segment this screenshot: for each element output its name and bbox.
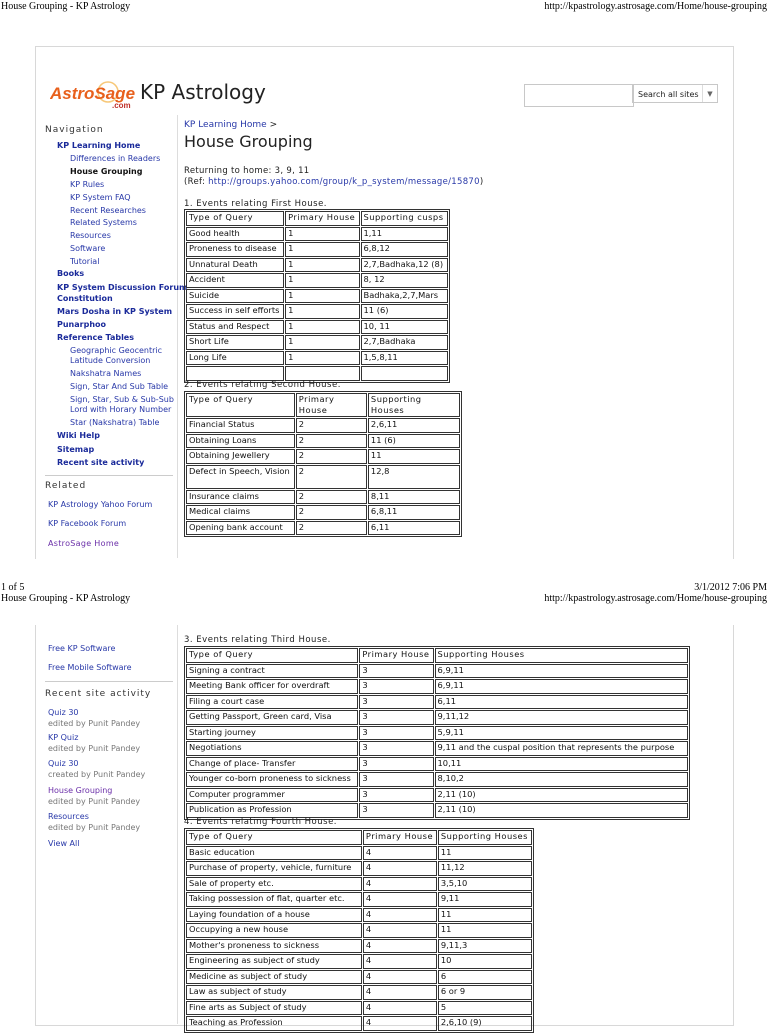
query-cell: Long Life <box>186 351 284 366</box>
activity-item-title[interactable]: Resources <box>48 812 89 821</box>
astrosage-logo[interactable] <box>50 80 140 112</box>
section-heading: 3. Events relating Third House. <box>184 635 331 645</box>
query-cell: Signing a contract <box>186 664 358 679</box>
table-row <box>186 1016 532 1031</box>
nav-item-software[interactable]: Software <box>70 244 106 253</box>
query-cell: Taking possession of flat, quarter etc. <box>186 892 362 907</box>
table-row <box>186 939 532 954</box>
supporting-cell: 2,7,Badhaka <box>361 335 448 350</box>
print-title: House Grouping - KP Astrology <box>1 1 131 12</box>
supporting-cell: 12,8 <box>368 465 460 489</box>
supporting-cell: 9,11,3 <box>438 939 532 954</box>
primary-cell: 2 <box>296 449 367 464</box>
primary-cell: 3 <box>359 772 433 787</box>
column-header: Type of Query <box>186 393 295 417</box>
primary-cell: 4 <box>363 939 437 954</box>
table-row <box>186 954 532 969</box>
query-cell: Sale of property etc. <box>186 877 362 892</box>
supporting-cell: 2,7,Badhaka,12 (8) <box>361 258 448 273</box>
table-row <box>186 449 460 464</box>
primary-cell: 2 <box>296 465 367 489</box>
nav-item-recent-site-activity[interactable]: Recent site activity <box>57 458 145 467</box>
query-cell: Success in self efforts <box>186 304 284 319</box>
supporting-cell: 10,11 <box>435 757 688 772</box>
table-row <box>186 695 688 710</box>
column-header: Type of Query <box>186 211 284 226</box>
supporting-cell: 11 <box>438 908 532 923</box>
related-heading: Related <box>45 481 87 491</box>
nav-item-kp-system-discussion-forum[interactable]: KP System Discussion Forum <box>57 283 188 292</box>
supporting-cell: 9,11,12 <box>435 710 688 725</box>
table-row <box>186 320 448 335</box>
primary-cell: 4 <box>363 877 437 892</box>
supporting-cell: 6,9,11 <box>435 664 688 679</box>
fourth-house-table <box>184 828 534 1033</box>
primary-cell: 1 <box>285 258 359 273</box>
primary-cell: 1 <box>285 335 359 350</box>
primary-cell: 4 <box>363 954 437 969</box>
primary-cell: 1 <box>285 242 359 257</box>
query-cell: Fine arts as Subject of study <box>186 1001 362 1016</box>
supporting-cell: 1,5,8,11 <box>361 351 448 366</box>
supporting-cell: 5,9,11 <box>435 726 688 741</box>
supporting-cell: 8, 12 <box>361 273 448 288</box>
query-cell: Laying foundation of a house <box>186 908 362 923</box>
query-cell: Getting Passport, Green card, Visa <box>186 710 358 725</box>
first-house-table <box>184 209 450 383</box>
activity-item-title[interactable]: House Grouping <box>48 786 113 795</box>
breadcrumb <box>184 120 277 130</box>
column-header: Primary House <box>359 648 433 663</box>
column-header: Primary House <box>285 211 359 226</box>
table-row <box>186 757 688 772</box>
nav-item-wiki-help[interactable]: Wiki Help <box>57 431 101 440</box>
related-link-free-kp-software[interactable]: Free KP Software <box>48 644 116 653</box>
supporting-cell: 9,11 and the cuspal position that represents the purpose <box>435 741 688 756</box>
primary-cell: 4 <box>363 846 437 861</box>
table-row <box>186 772 688 787</box>
primary-cell: 4 <box>363 908 437 923</box>
table-row <box>186 923 532 938</box>
supporting-cell: 6,9,11 <box>435 679 688 694</box>
primary-cell: 4 <box>363 923 437 938</box>
query-cell: Computer programmer <box>186 788 358 803</box>
primary-cell: 1 <box>285 320 359 335</box>
related-link-yahoo-forum[interactable]: KP Astrology Yahoo Forum <box>48 500 153 509</box>
second-house-table <box>184 391 462 537</box>
activity-item-title[interactable]: Quiz 30 <box>48 708 79 717</box>
query-cell: Status and Respect <box>186 320 284 335</box>
table-header-row <box>186 830 532 845</box>
table-header-row <box>186 211 448 226</box>
table-row <box>186 505 460 520</box>
table-row <box>186 803 688 818</box>
column-header: Primary House <box>296 393 367 417</box>
primary-cell: 4 <box>363 861 437 876</box>
query-cell: Medicine as subject of study <box>186 970 362 985</box>
query-cell: Proneness to disease <box>186 242 284 257</box>
page-title: House Grouping <box>184 132 313 151</box>
section-heading: 1. Events relating First House. <box>184 199 328 209</box>
supporting-cell: 11 (6) <box>368 434 460 449</box>
primary-cell: 1 <box>285 351 359 366</box>
nav-heading: Navigation <box>45 125 104 135</box>
nav-item-differences-in-readers[interactable]: Differences in Readers <box>70 154 161 163</box>
table-row <box>186 679 688 694</box>
table-row <box>186 1001 532 1016</box>
ref-prefix: (Ref: <box>184 177 209 187</box>
table-row <box>186 351 448 366</box>
breadcrumb-link[interactable]: KP Learning Home <box>184 120 267 130</box>
nav-item-constitution[interactable]: Constitution <box>57 294 113 303</box>
primary-cell: 2 <box>296 505 367 520</box>
table-row <box>186 521 460 536</box>
table-row <box>186 892 532 907</box>
activity-item-meta: edited by Punit Pandey <box>48 823 141 832</box>
query-cell: Engineering as subject of study <box>186 954 362 969</box>
query-cell: Obtaining Jewellery <box>186 449 295 464</box>
table-row <box>186 741 688 756</box>
nav-item-lord-with-horary-number[interactable]: Lord with Horary Number <box>70 405 172 414</box>
primary-cell: 3 <box>359 679 433 694</box>
column-header: Supporting Houses <box>438 830 532 845</box>
intro-reference <box>184 177 483 187</box>
section-heading: 4. Events relating Fourth House. <box>184 817 338 827</box>
query-cell: Meeting Bank officer for overdraft <box>186 679 358 694</box>
table-row <box>186 985 532 1000</box>
nav-item-reference-tables[interactable]: Reference Tables <box>57 333 134 342</box>
breadcrumb-separator: > <box>269 120 278 130</box>
primary-cell: 4 <box>363 892 437 907</box>
table-row <box>186 242 448 257</box>
section-heading: 2. Events relating Second House. <box>184 380 341 390</box>
sidebar-separator <box>45 475 173 476</box>
logo-main-text: AstroSage <box>50 84 136 103</box>
nav-item-kp-learning-home[interactable]: KP Learning Home <box>57 141 141 150</box>
third-house-table <box>184 646 690 820</box>
search-input[interactable] <box>524 84 634 107</box>
supporting-cell: 10, 11 <box>361 320 448 335</box>
table-row <box>186 710 688 725</box>
query-cell <box>186 366 284 381</box>
nav-item-kp-system-faq[interactable]: KP System FAQ <box>70 193 131 202</box>
nav-item-latitude-conversion[interactable]: Latitude Conversion <box>70 356 151 365</box>
table-row <box>186 970 532 985</box>
supporting-cell: 6,8,12 <box>361 242 448 257</box>
supporting-cell: 11,12 <box>438 861 532 876</box>
search-button-label: Search all sites <box>638 90 699 99</box>
primary-cell <box>285 366 359 381</box>
query-cell: Accident <box>186 273 284 288</box>
query-cell: Unnatural Death <box>186 258 284 273</box>
supporting-cell: 11 <box>438 923 532 938</box>
table-row <box>186 726 688 741</box>
table-row <box>186 846 532 861</box>
query-cell: Opening bank account <box>186 521 295 536</box>
activity-item-meta: edited by Punit Pandey <box>48 797 141 806</box>
supporting-cell: 6 or 9 <box>438 985 532 1000</box>
supporting-cell: 6 <box>438 970 532 985</box>
table-header-row <box>186 393 460 417</box>
nav-item-geographic-geocentric[interactable]: Geographic Geocentric <box>70 346 163 355</box>
nav-item-nakshatra-names[interactable]: Nakshatra Names <box>70 369 142 378</box>
nav-item-related-systems[interactable]: Related Systems <box>70 218 137 227</box>
site-title[interactable]: KP Astrology <box>140 80 266 104</box>
sidebar-separator <box>45 681 173 682</box>
supporting-cell: 11 <box>438 846 532 861</box>
nav-item-star-nakshatra-table[interactable]: Star (Nakshatra) Table <box>70 418 160 427</box>
table-row <box>186 304 448 319</box>
query-cell: Teaching as Profession <box>186 1016 362 1031</box>
print-url: http://kpastrology.astrosage.com/Home/house-grouping <box>544 593 767 604</box>
query-cell: Short Life <box>186 335 284 350</box>
primary-cell: 3 <box>359 757 433 772</box>
table-row <box>186 490 460 505</box>
intro-line: Returning to home: 3, 9, 11 <box>184 166 310 176</box>
query-cell: Purchase of property, vehicle, furniture <box>186 861 362 876</box>
supporting-cell: 2,6,10 (9) <box>438 1016 532 1031</box>
query-cell: Defect in Speech, Vision <box>186 465 295 489</box>
supporting-cell: 6,11 <box>368 521 460 536</box>
primary-cell: 3 <box>359 741 433 756</box>
supporting-cell: 5 <box>438 1001 532 1016</box>
nav-item-sitemap[interactable]: Sitemap <box>57 445 95 454</box>
query-cell: Law as subject of study <box>186 985 362 1000</box>
activity-item-meta: edited by Punit Pandey <box>48 719 141 728</box>
table-row <box>186 861 532 876</box>
activity-item-meta: created by Punit Pandey <box>48 770 146 779</box>
nav-item-sign-star-sub-sub[interactable]: Sign, Star, Sub & Sub-Sub <box>70 395 174 404</box>
print-url: http://kpastrology.astrosage.com/Home/house-grouping <box>544 1 767 12</box>
activity-item-meta: edited by Punit Pandey <box>48 744 141 753</box>
supporting-cell: 2,11 (10) <box>435 788 688 803</box>
column-header: Type of Query <box>186 648 358 663</box>
ref-link[interactable]: http://groups.yahoo.com/group/k_p_system/message/15870 <box>208 177 480 187</box>
query-cell: Basic education <box>186 846 362 861</box>
column-header: Supporting cusps <box>361 211 448 226</box>
table-header-row <box>186 648 688 663</box>
table-row <box>186 418 460 433</box>
primary-cell: 3 <box>359 803 433 818</box>
print-title: House Grouping - KP Astrology <box>1 593 131 604</box>
primary-cell: 3 <box>359 664 433 679</box>
nav-item-tutorial[interactable]: Tutorial <box>70 257 100 266</box>
primary-cell: 2 <box>296 521 367 536</box>
table-row <box>186 289 448 304</box>
column-header: Supporting Houses <box>435 648 688 663</box>
nav-item-recent-researches[interactable]: Recent Researches <box>70 206 146 215</box>
chevron-down-icon[interactable]: ▼ <box>702 85 717 102</box>
table-row <box>186 908 532 923</box>
primary-cell: 4 <box>363 1001 437 1016</box>
column-header: Type of Query <box>186 830 362 845</box>
supporting-cell: 10 <box>438 954 532 969</box>
supporting-cell: 11 <box>368 449 460 464</box>
column-header: Supporting Houses <box>368 393 460 417</box>
nav-item-mars-dosha[interactable]: Mars Dosha in KP System <box>57 307 173 316</box>
view-all-link[interactable]: View All <box>48 839 80 848</box>
primary-cell: 1 <box>285 289 359 304</box>
nav-item-punarphoo[interactable]: Punarphoo <box>57 320 107 329</box>
supporting-cell: 2,11 (10) <box>435 803 688 818</box>
table-row <box>186 273 448 288</box>
supporting-cell: Badhaka,2,7,Mars <box>361 289 448 304</box>
query-cell: Obtaining Loans <box>186 434 295 449</box>
search-button[interactable] <box>632 84 718 103</box>
supporting-cell: 1,11 <box>361 227 448 242</box>
nav-item-kp-rules[interactable]: KP Rules <box>70 180 105 189</box>
primary-cell: 1 <box>285 227 359 242</box>
query-cell: Mother's proneness to sickness <box>186 939 362 954</box>
primary-cell: 2 <box>296 434 367 449</box>
table-row <box>186 434 460 449</box>
supporting-cell: 6,8,11 <box>368 505 460 520</box>
table-row <box>186 877 532 892</box>
primary-cell: 4 <box>363 970 437 985</box>
activity-heading: Recent site activity <box>45 689 152 699</box>
query-cell: Financial Status <box>186 418 295 433</box>
supporting-cell: 2,6,11 <box>368 418 460 433</box>
query-cell: Insurance claims <box>186 490 295 505</box>
query-cell: Publication as Profession <box>186 803 358 818</box>
primary-cell: 4 <box>363 1016 437 1031</box>
supporting-cell: 9,11 <box>438 892 532 907</box>
sidebar-divider <box>177 115 178 558</box>
primary-cell: 2 <box>296 490 367 505</box>
table-row <box>186 227 448 242</box>
table-row <box>186 788 688 803</box>
table-row <box>186 664 688 679</box>
supporting-cell: 8,11 <box>368 490 460 505</box>
supporting-cell: 6,11 <box>435 695 688 710</box>
table-row <box>186 258 448 273</box>
supporting-cell: 8,10,2 <box>435 772 688 787</box>
print-datetime: 3/1/2012 7:06 PM <box>694 582 767 593</box>
primary-cell: 4 <box>363 985 437 1000</box>
table-row <box>186 335 448 350</box>
column-header: Primary House <box>363 830 437 845</box>
query-cell: Good health <box>186 227 284 242</box>
query-cell: Occupying a new house <box>186 923 362 938</box>
print-page-number: 1 of 5 <box>1 582 25 593</box>
primary-cell: 3 <box>359 788 433 803</box>
primary-cell: 3 <box>359 710 433 725</box>
logo-sub-text: .com <box>112 101 131 110</box>
query-cell: Suicide <box>186 289 284 304</box>
nav-item-books[interactable]: Books <box>57 269 85 278</box>
sidebar-divider-2 <box>177 625 178 1024</box>
activity-item-title[interactable]: Quiz 30 <box>48 759 79 768</box>
supporting-cell: 3,5,10 <box>438 877 532 892</box>
related-link-astrosage-home[interactable]: AstroSage Home <box>48 539 120 548</box>
query-cell: Filing a court case <box>186 695 358 710</box>
nav-item-sign-star-sub-table[interactable]: Sign, Star And Sub Table <box>70 382 169 391</box>
table-row <box>186 366 448 381</box>
query-cell: Younger co-born proneness to sickness <box>186 772 358 787</box>
table-row <box>186 465 460 489</box>
primary-cell: 3 <box>359 726 433 741</box>
primary-cell: 2 <box>296 418 367 433</box>
primary-cell: 1 <box>285 273 359 288</box>
primary-cell: 1 <box>285 304 359 319</box>
ref-suffix: ) <box>479 177 484 187</box>
related-link-facebook-forum[interactable]: KP Facebook Forum <box>48 519 127 528</box>
query-cell: Starting journey <box>186 726 358 741</box>
related-link-free-mobile-software[interactable]: Free Mobile Software <box>48 663 132 672</box>
nav-item-house-grouping[interactable]: House Grouping <box>70 167 143 176</box>
supporting-cell <box>361 366 448 381</box>
nav-item-resources[interactable]: Resources <box>70 231 111 240</box>
query-cell: Negotiations <box>186 741 358 756</box>
supporting-cell: 11 (6) <box>361 304 448 319</box>
primary-cell: 3 <box>359 695 433 710</box>
query-cell: Medical claims <box>186 505 295 520</box>
activity-item-title[interactable]: KP Quiz <box>48 733 79 742</box>
query-cell: Change of place- Transfer <box>186 757 358 772</box>
